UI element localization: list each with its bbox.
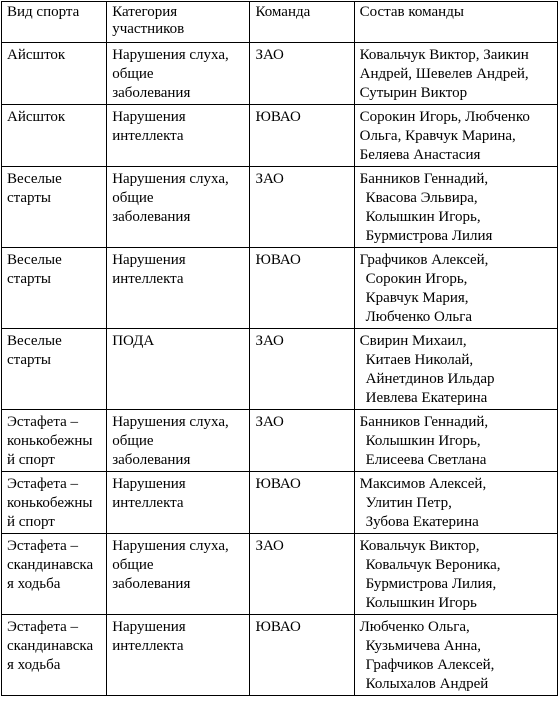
cell-line: заболевания xyxy=(112,452,191,468)
cell-category xyxy=(107,167,250,248)
cell-line: заболевания xyxy=(112,209,191,225)
header-line: участников xyxy=(112,21,185,37)
cell-line: Зубова Екатерина xyxy=(365,514,479,530)
table-row xyxy=(2,410,558,472)
cell-line: Колыхалов Андрей xyxy=(365,676,489,692)
cell-line: Сутырин Виктор xyxy=(359,85,468,101)
cell-line: Нарушения xyxy=(112,252,186,268)
cell-line: Айсшток xyxy=(7,47,66,63)
table-row xyxy=(2,43,558,105)
cell-sport xyxy=(2,410,107,472)
cell-line: конькобежны xyxy=(7,433,93,449)
cell-line: Банников Геннадий, xyxy=(359,171,489,187)
cell-line: Эстафета – xyxy=(7,476,78,492)
cell-team xyxy=(250,43,354,105)
cell-line: Свирин Михаил, xyxy=(359,333,467,349)
table-row xyxy=(2,534,558,615)
cell-line: Любченко Ольга xyxy=(365,309,473,325)
cell-line: я ходьба xyxy=(7,657,61,673)
cell-category xyxy=(107,248,250,329)
table-row xyxy=(2,615,558,696)
cell-members xyxy=(354,43,557,105)
cell-category xyxy=(107,105,250,167)
cell-line: Нарушения слуха, xyxy=(112,538,229,554)
cell-line: Веселые xyxy=(7,252,62,268)
cell-line: Кузьмичева Анна, xyxy=(365,638,482,654)
cell-sport xyxy=(2,105,107,167)
table-header xyxy=(2,2,558,43)
cell-line: Банников Геннадий, xyxy=(359,414,489,430)
header-line: Команда xyxy=(255,4,311,20)
cell-line: ПОДА xyxy=(112,333,155,349)
cell-line: интеллекта xyxy=(112,638,184,654)
cell-members xyxy=(354,410,557,472)
cell-category xyxy=(107,534,250,615)
cell-line: Нарушения xyxy=(112,476,186,492)
cell-line: Нарушения слуха, xyxy=(112,414,229,430)
cell-line: ЮВАО xyxy=(255,109,301,125)
cell-line: Айсшток xyxy=(7,109,66,125)
cell-line: Андрей, Шевелев Андрей, xyxy=(359,66,529,82)
cell-line: интеллекта xyxy=(112,271,184,287)
cell-line: Колышкин Игорь, xyxy=(365,433,481,449)
table-row xyxy=(2,167,558,248)
header-row xyxy=(2,2,558,43)
cell-line: Кравчук Мария, xyxy=(365,290,469,306)
cell-line: ЗАО xyxy=(255,538,284,554)
cell-line: Максимов Алексей, xyxy=(359,476,487,492)
cell-line: Колышкин Игорь xyxy=(365,595,477,611)
table-body xyxy=(2,43,558,696)
cell-line: Нарушения слуха, xyxy=(112,171,229,187)
cell-team xyxy=(250,472,354,534)
cell-line: ЮВАО xyxy=(255,476,301,492)
cell-line: й спорт xyxy=(7,514,55,530)
cell-members xyxy=(354,615,557,696)
header-line: Состав команды xyxy=(359,4,464,20)
cell-line: интеллекта xyxy=(112,495,184,511)
cell-line: заболевания xyxy=(112,85,191,101)
cell-line: я ходьба xyxy=(7,576,61,592)
cell-sport xyxy=(2,329,107,410)
cell-category xyxy=(107,615,250,696)
header-line: Вид спорта xyxy=(7,4,80,20)
cell-line: Эстафета – xyxy=(7,619,78,635)
cell-line: Бурмистрова Лилия, xyxy=(365,576,497,592)
cell-line: конькобежны xyxy=(7,495,93,511)
cell-team xyxy=(250,248,354,329)
cell-members xyxy=(354,248,557,329)
cell-line: Улитин Петр, xyxy=(365,495,452,511)
table-row xyxy=(2,472,558,534)
cell-line: ЗАО xyxy=(255,333,284,349)
cell-line: Сорокин Игорь, Любченко xyxy=(359,109,530,125)
cell-line: Веселые xyxy=(7,333,62,349)
cell-line: интеллекта xyxy=(112,128,184,144)
cell-line: Бурмистрова Лилия xyxy=(365,228,493,244)
cell-members xyxy=(354,329,557,410)
cell-line: старты xyxy=(7,271,51,287)
cell-sport xyxy=(2,43,107,105)
header-team xyxy=(250,2,354,43)
cell-team xyxy=(250,329,354,410)
cell-line: Квасова Эльвира, xyxy=(365,190,478,206)
cell-line: общие xyxy=(112,190,154,206)
cell-team xyxy=(250,410,354,472)
cell-sport xyxy=(2,534,107,615)
cell-category xyxy=(107,410,250,472)
cell-members xyxy=(354,534,557,615)
cell-line: ЗАО xyxy=(255,47,284,63)
cell-members xyxy=(354,105,557,167)
cell-line: скандинавска xyxy=(7,557,94,573)
cell-line: ЮВАО xyxy=(255,619,301,635)
cell-line: Иевлева Екатерина xyxy=(365,390,488,406)
cell-line: Эстафета – xyxy=(7,538,78,554)
cell-team xyxy=(250,615,354,696)
cell-line: Беляева Анастасия xyxy=(359,147,481,163)
cell-line: Елисеева Светлана xyxy=(365,452,487,468)
cell-members xyxy=(354,167,557,248)
cell-line: старты xyxy=(7,190,51,206)
header-line: Категория xyxy=(112,4,178,20)
cell-sport xyxy=(2,248,107,329)
cell-line: Сорокин Игорь, xyxy=(365,271,468,287)
table-row xyxy=(2,248,558,329)
cell-line: Айнетдинов Ильдар xyxy=(365,371,495,387)
table-row xyxy=(2,105,558,167)
header-category xyxy=(107,2,250,43)
table-row xyxy=(2,329,558,410)
cell-line: Нарушения xyxy=(112,619,186,635)
cell-line: Эстафета – xyxy=(7,414,78,430)
cell-sport xyxy=(2,472,107,534)
cell-category xyxy=(107,43,250,105)
cell-line: Ольга, Кравчук Марина, xyxy=(359,128,516,144)
cell-line: Ковальчук Виктор, Заикин xyxy=(359,47,529,63)
cell-line: Ковальчук Виктор, xyxy=(359,538,480,554)
cell-line: общие xyxy=(112,557,154,573)
cell-team xyxy=(250,105,354,167)
cell-line: общие xyxy=(112,433,154,449)
cell-line: заболевания xyxy=(112,576,191,592)
cell-team xyxy=(250,534,354,615)
cell-line: Любченко Ольга, xyxy=(359,619,470,635)
cell-line: Нарушения слуха, xyxy=(112,47,229,63)
cell-line: Китаев Николай, xyxy=(365,352,474,368)
cell-line: Нарушения xyxy=(112,109,186,125)
team-roster-table xyxy=(1,1,558,696)
cell-members xyxy=(354,472,557,534)
header-sport xyxy=(2,2,107,43)
cell-line: й спорт xyxy=(7,452,55,468)
cell-category xyxy=(107,472,250,534)
cell-line: Веселые xyxy=(7,171,62,187)
cell-line: Графчиков Алексей, xyxy=(359,252,489,268)
cell-line: ЗАО xyxy=(255,414,284,430)
cell-line: общие xyxy=(112,66,154,82)
cell-line: Колышкин Игорь, xyxy=(365,209,481,225)
cell-line: Графчиков Алексей, xyxy=(365,657,495,673)
cell-line: ЮВАО xyxy=(255,252,301,268)
cell-line: скандинавска xyxy=(7,638,94,654)
cell-sport xyxy=(2,167,107,248)
cell-line: Ковальчук Вероника, xyxy=(365,557,501,573)
cell-sport xyxy=(2,615,107,696)
header-members xyxy=(354,2,557,43)
cell-line: ЗАО xyxy=(255,171,284,187)
cell-category xyxy=(107,329,250,410)
cell-team xyxy=(250,167,354,248)
cell-line: старты xyxy=(7,352,51,368)
